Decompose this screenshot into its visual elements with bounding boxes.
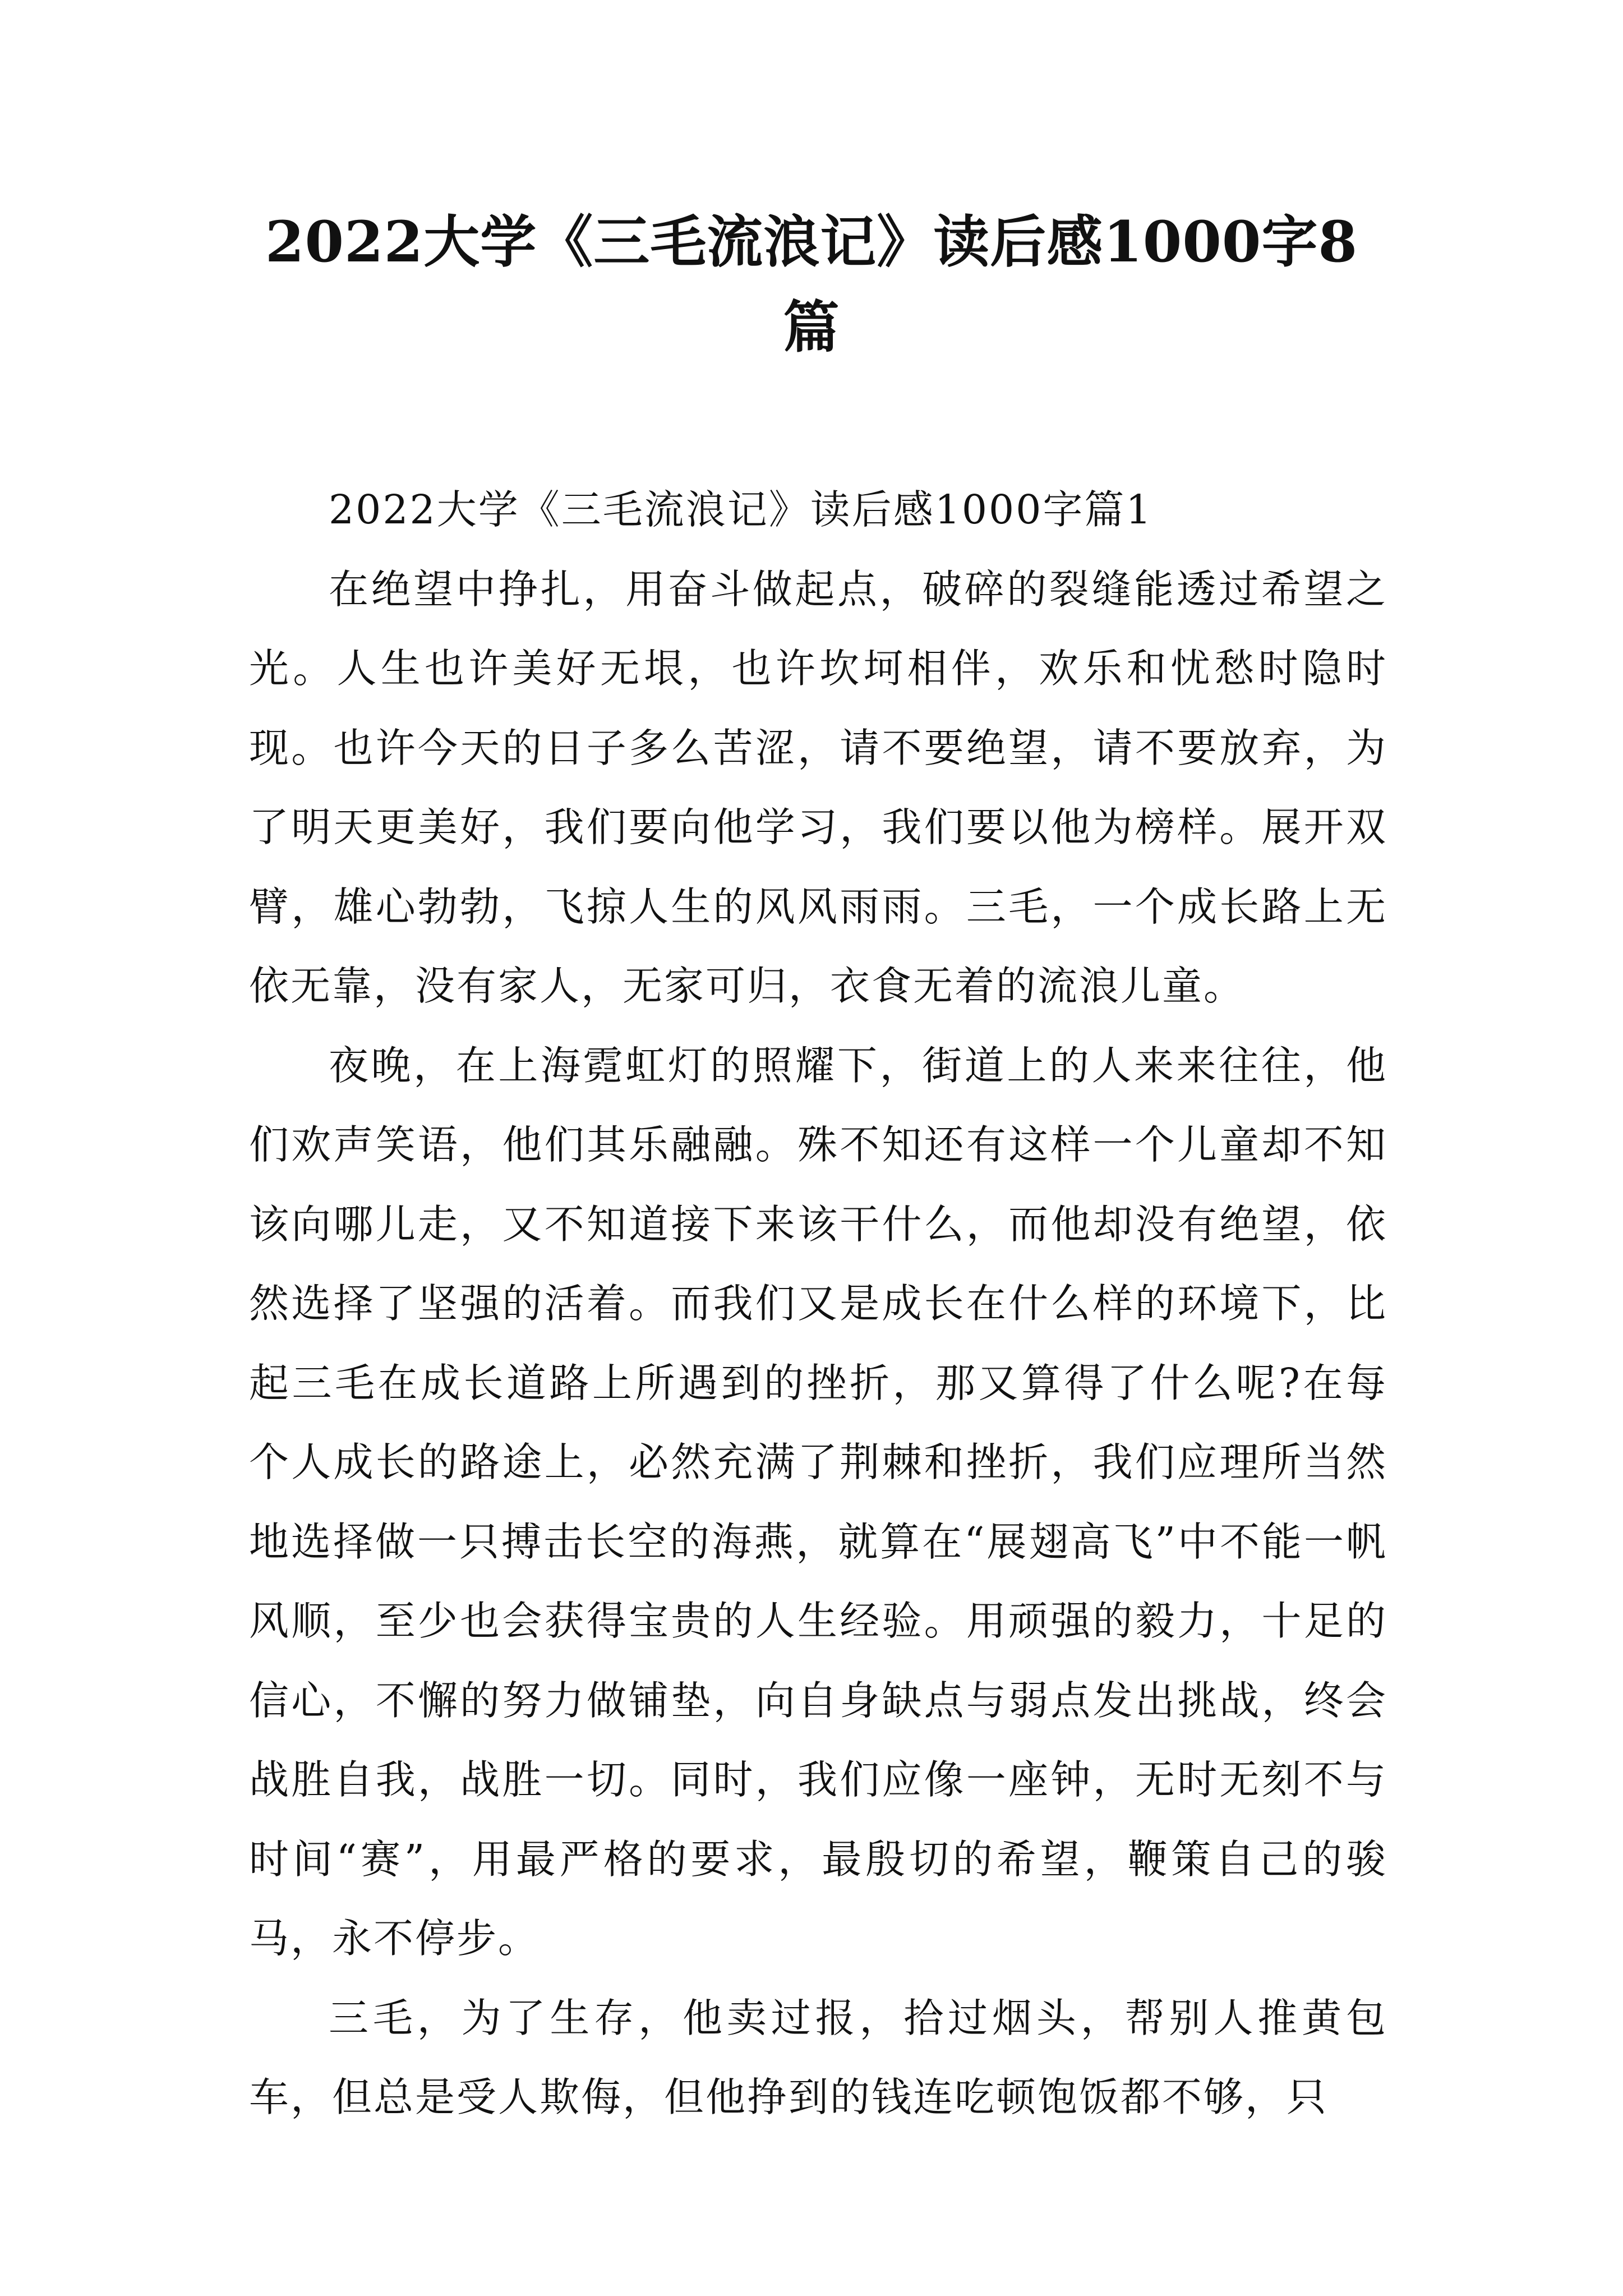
paragraph: 在绝望中挣扎，用奋斗做起点，破碎的裂缝能透过希望之光。人生也许美好无垠，也许坎坷相伴，欢乐和忧愁时隐时现。也许今天的日子多么苦涩，请不要绝望，请不要放弃，为了明天更美好，我们要向他学习，我们要以他为榜样。展开双臂，雄心勃勃，飞掠人生的风风雨雨。三毛，一个成长路上无依无靠，没有家人，无家可归，衣食无着的流浪儿童。 [249,565,1387,1009]
document-body [249,470,1387,2137]
paragraph: 三毛，为了生存，他卖过报，拾过烟头，帮别人推黄包车，但总是受人欺侮，但他挣到的钱连吃顿饱饭都不够，只 [249,1994,1387,2120]
document-title [236,199,1387,370]
title-line-2: 篇 [783,294,840,360]
title-line-1: 2022大学《三毛流浪记》读后感1000字8 [265,209,1358,275]
section-heading: 2022大学《三毛流浪记》读后感1000字篇1 [329,486,1153,533]
paragraph: 夜晚，在上海霓虹灯的照耀下，街道上的人来来往往，他们欢声笑语，他们其乐融融。殊不知还有这样一个儿童却不知该向哪儿走，又不知道接下来该干什么，而他却没有绝望，依然选择了坚强的活着。而我们又是成长在什么样的环境下，比起三毛在成长道路上所遇到的挫折，那又算得了什么呢?在每个人成长的路途上，必然充满了荆棘和挫折，我们应理所当然地选择做一只搏击长空的海燕，就算在“展翅高飞”中不能一帆风顺，至少也会获得宝贵的人生经验。用顽强的毅力，十足的信心，不懈的努力做铺垫，向自身缺点与弱点发出挑战，终会战胜自我，战胜一切。同时，我们应像一座钟，无时无刻不与时间“赛”，用最严格的要求，最殷切的希望，鞭策自己的骏马，永不停步。 [249,1042,1387,1962]
